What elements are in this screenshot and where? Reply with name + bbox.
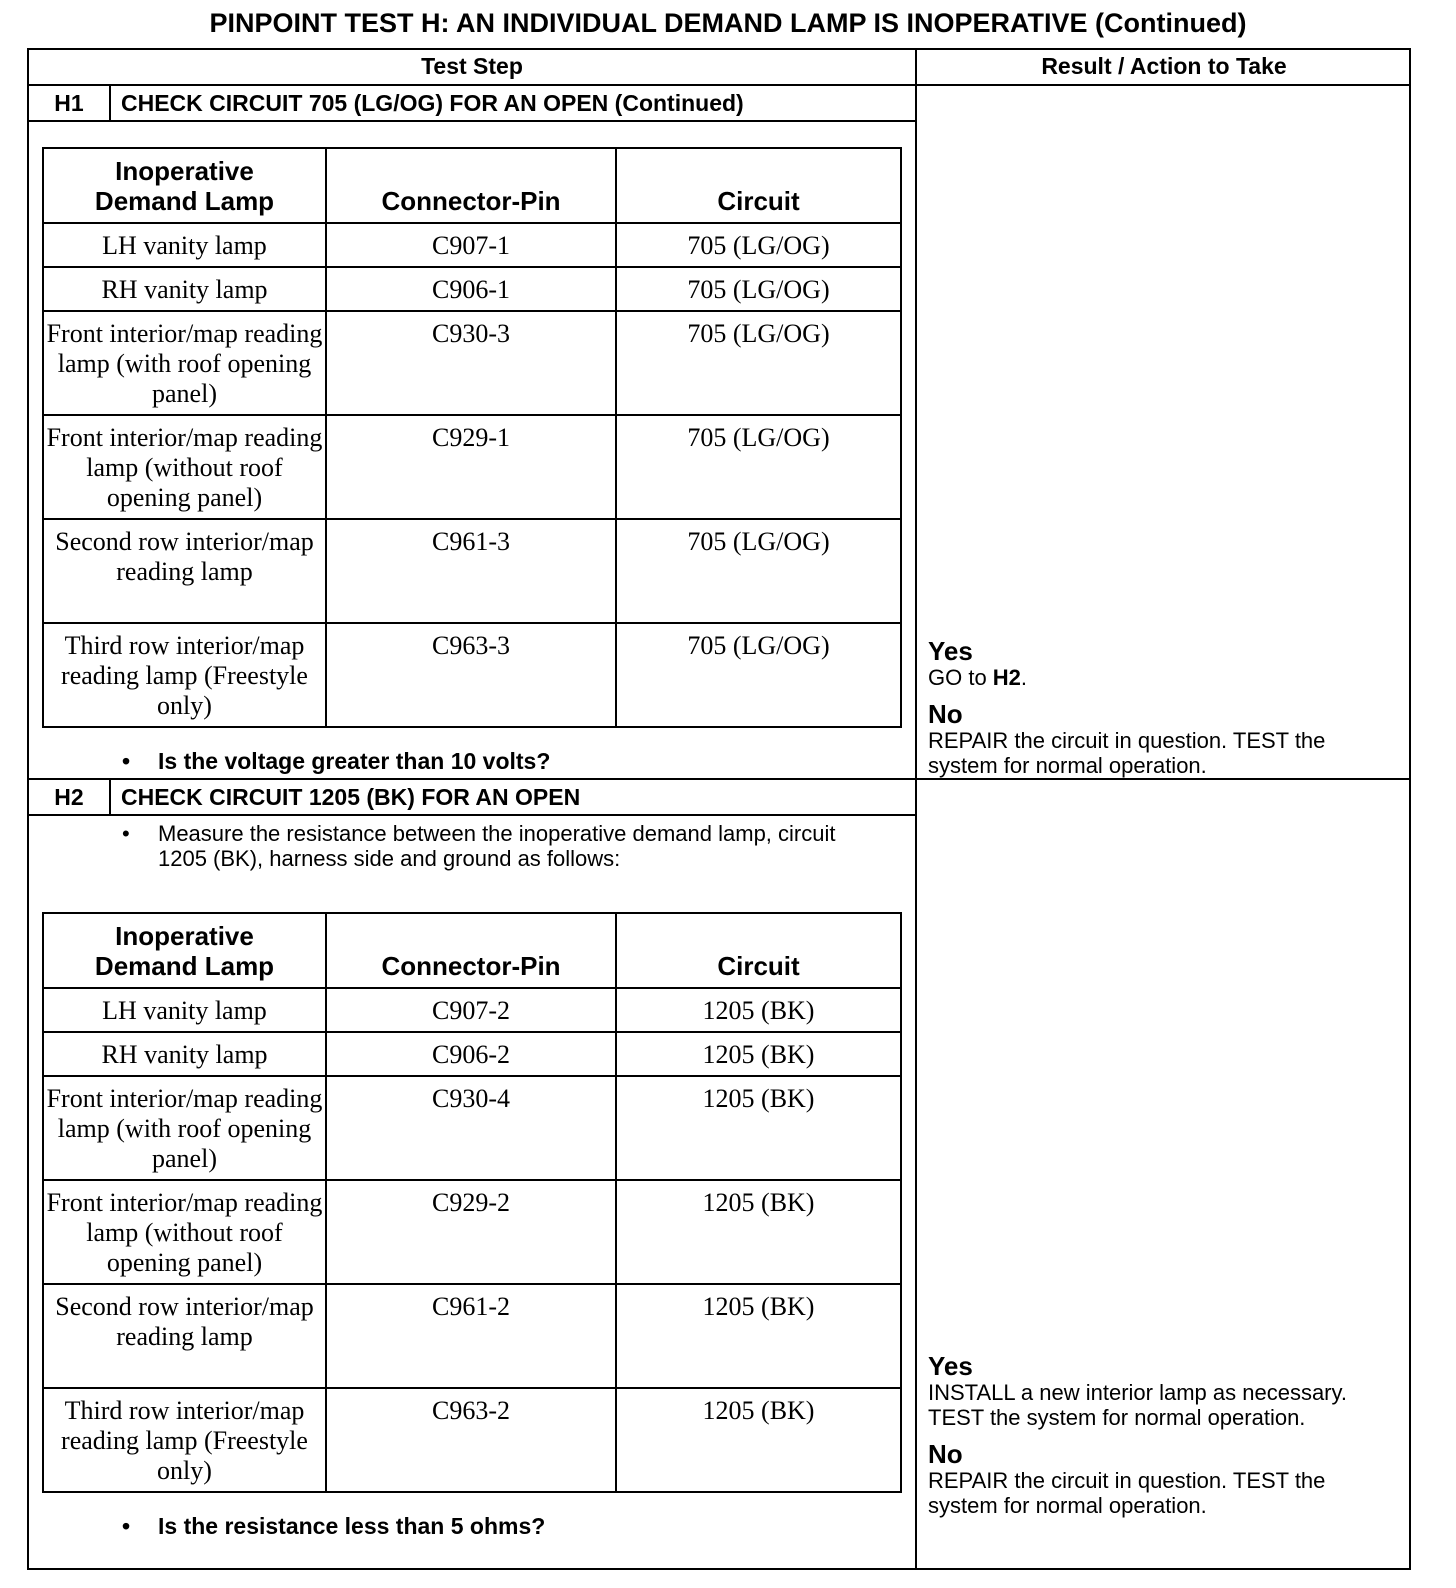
table-header-circuit: Circuit — [616, 148, 901, 223]
connector-pin-cell: C929-2 — [326, 1180, 616, 1284]
column-header-test-step: Test Step — [421, 53, 523, 79]
step-title: CHECK CIRCUIT 705 (LG/OG) FOR AN OPEN (Continued) — [121, 90, 744, 116]
table-row — [43, 267, 901, 311]
lamp-cell: LH vanity lamp — [43, 223, 326, 267]
circuit-cell: 1205 (BK) — [616, 1388, 901, 1492]
go-to-step-link[interactable]: H2 — [992, 665, 1021, 690]
table-row — [43, 1180, 901, 1284]
table-row — [43, 988, 901, 1032]
lamp-circuit-table — [42, 912, 902, 1493]
table-row — [43, 1076, 901, 1180]
lamp-cell: RH vanity lamp — [43, 1032, 326, 1076]
connector-pin-cell: C930-3 — [326, 311, 616, 415]
connector-pin-cell: C961-2 — [326, 1284, 616, 1388]
connector-pin-cell: C906-2 — [326, 1032, 616, 1076]
connector-pin-cell: C961-3 — [326, 519, 616, 623]
step-id-divider — [109, 84, 111, 122]
connector-pin-cell: C963-3 — [326, 623, 616, 727]
circuit-cell: 705 (LG/OG) — [616, 267, 901, 311]
bullet-icon: • — [122, 748, 131, 774]
step-question — [122, 1513, 545, 1540]
circuit-cell: 1205 (BK) — [616, 1180, 901, 1284]
step-result — [928, 1352, 1398, 1518]
circuit-cell: 705 (LG/OG) — [616, 415, 901, 519]
table-header-connector-pin: Connector-Pin — [326, 913, 616, 988]
step-id: H1 — [54, 90, 84, 116]
table-row — [43, 223, 901, 267]
lamp-cell: Front interior/map reading lamp (with roof opening panel) — [43, 1076, 326, 1180]
connector-pin-cell: C907-1 — [326, 223, 616, 267]
table-row — [43, 1032, 901, 1076]
circuit-cell: 1205 (BK) — [616, 1284, 901, 1388]
header-divider — [27, 84, 1411, 86]
no-label: No — [928, 699, 963, 729]
yes-label: Yes — [928, 1351, 973, 1381]
step-title-divider — [27, 814, 917, 816]
question-text: Is the resistance less than 5 ohms? — [158, 1513, 546, 1539]
circuit-cell: 705 (LG/OG) — [616, 223, 901, 267]
yes-label: Yes — [928, 636, 973, 666]
circuit-cell: 1205 (BK) — [616, 1032, 901, 1076]
no-label: No — [928, 1439, 963, 1469]
yes-action: INSTALL a new interior lamp as necessary. TEST the system for normal operation. — [928, 1380, 1347, 1430]
lamp-cell: Third row interior/map reading lamp (Freestyle only) — [43, 623, 326, 727]
step-id-divider — [109, 778, 111, 816]
connector-pin-cell: C963-2 — [326, 1388, 616, 1492]
circuit-cell: 705 (LG/OG) — [616, 519, 901, 623]
no-action: REPAIR the circuit in question. TEST the system for normal operation. — [928, 1468, 1326, 1518]
lamp-cell: Second row interior/map reading lamp — [43, 519, 326, 623]
table-header-connector-pin: Connector-Pin — [326, 148, 616, 223]
table-row — [43, 519, 901, 623]
lamp-cell: Front interior/map reading lamp (with roof opening panel) — [43, 311, 326, 415]
connector-pin-cell: C929-1 — [326, 415, 616, 519]
step-divider — [27, 778, 1411, 780]
lamp-cell: Second row interior/map reading lamp — [43, 1284, 326, 1388]
lamp-cell: Third row interior/map reading lamp (Freestyle only) — [43, 1388, 326, 1492]
step-question — [122, 748, 550, 775]
table-header-circuit: Circuit — [616, 913, 901, 988]
step-title: CHECK CIRCUIT 1205 (BK) FOR AN OPEN — [121, 784, 581, 810]
connector-pin-cell: C906-1 — [326, 267, 616, 311]
lamp-cell: RH vanity lamp — [43, 267, 326, 311]
yes-action: GO to H2. — [928, 665, 1028, 690]
step-id: H2 — [54, 784, 84, 810]
step-result — [928, 637, 1398, 778]
connector-pin-cell: C930-4 — [326, 1076, 616, 1180]
bullet-icon: • — [122, 1513, 131, 1539]
column-divider — [915, 48, 917, 1570]
question-text: Is the voltage greater than 10 volts? — [158, 748, 551, 774]
table-row — [43, 415, 901, 519]
circuit-cell: 1205 (BK) — [616, 1076, 901, 1180]
step-instruction — [122, 821, 878, 871]
table-row — [43, 1388, 901, 1492]
table-row — [43, 623, 901, 727]
circuit-cell: 1205 (BK) — [616, 988, 901, 1032]
bullet-icon: • — [122, 821, 130, 846]
column-header-result-action: Result / Action to Take — [1041, 53, 1287, 79]
circuit-cell: 705 (LG/OG) — [616, 623, 901, 727]
instruction-text: Measure the resistance between the inoperative demand lamp, circuit 1205 (BK), harness side and ground as follows: — [158, 821, 836, 871]
connector-pin-cell: C907-2 — [326, 988, 616, 1032]
circuit-cell: 705 (LG/OG) — [616, 311, 901, 415]
no-action: REPAIR the circuit in question. TEST the system for normal operation. — [928, 728, 1326, 778]
lamp-circuit-table — [42, 147, 902, 728]
table-header-lamp: Inoperative Demand Lamp — [43, 913, 326, 988]
table-row — [43, 311, 901, 415]
step-title-divider — [27, 120, 917, 122]
table-row — [43, 1284, 901, 1388]
lamp-cell: LH vanity lamp — [43, 988, 326, 1032]
page-title: PINPOINT TEST H: AN INDIVIDUAL DEMAND LAMP IS INOPERATIVE (Continued) — [209, 8, 1247, 38]
lamp-cell: Front interior/map reading lamp (without roof opening panel) — [43, 415, 326, 519]
lamp-cell: Front interior/map reading lamp (without roof opening panel) — [43, 1180, 326, 1284]
table-header-lamp: Inoperative Demand Lamp — [43, 148, 326, 223]
